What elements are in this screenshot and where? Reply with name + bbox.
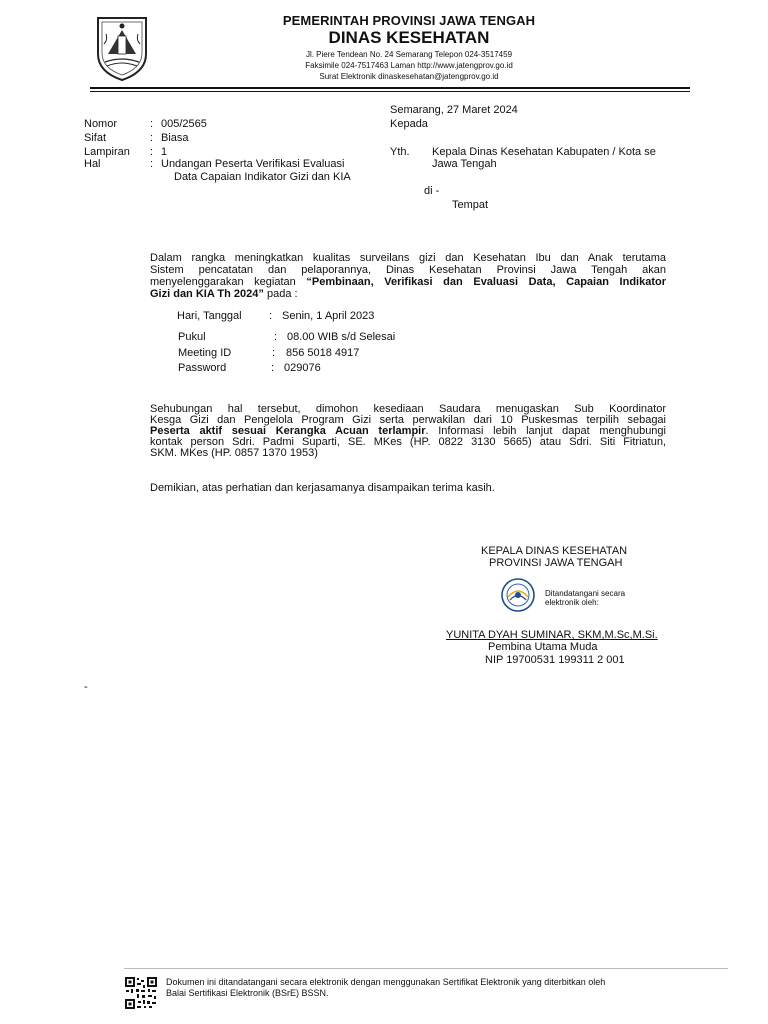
meta-colon: : — [150, 158, 154, 170]
signer-title-2: PROVINSI JAWA TENGAH — [489, 557, 623, 569]
schedule-colon: : — [272, 347, 276, 359]
schedule-value-date: Senin, 1 April 2023 — [282, 310, 375, 322]
meta-value-hal: Undangan Peserta Verifikasi Evaluasi — [161, 158, 345, 170]
para1-line-3-text: menyelenggarakan kegiatan — [150, 276, 307, 288]
e-sign-note-1: Ditandatangani secara — [545, 589, 626, 598]
para2-line-5: SKM. MKes (HP. 0857 1370 1953) — [150, 447, 318, 459]
footer-rule — [124, 968, 728, 969]
schedule-label-meeting-id: Meeting ID — [178, 347, 232, 359]
agency-heading: DINAS KESEHATAN — [328, 28, 490, 47]
para2-line-2: Kesga Gizi dan Pengelola Program Gizi serta perwakilan dari 10 Puskesmas terpilih sebagai — [150, 414, 666, 426]
schedule-value-meeting-id: 856 5018 4917 — [286, 347, 360, 359]
address-line: Jl. Piere Tendean No. 24 Semarang Telepon 024-3517459 — [305, 50, 513, 59]
bsre-seal-icon — [498, 577, 538, 613]
para1-line-4-text: pada : — [263, 288, 298, 300]
schedule-label-time: Pukul — [178, 331, 206, 343]
para1-line-3 — [150, 276, 666, 288]
qr-code-icon — [124, 976, 158, 1010]
signer-nip: NIP 19700531 199311 2 001 — [485, 654, 625, 666]
meta-value-sifat: Biasa — [161, 132, 189, 144]
para1-line-4 — [150, 288, 298, 300]
province-heading: PEMERINTAH PROVINSI JAWA TENGAH — [282, 13, 536, 28]
para1-line-2: Sistem pencatatan dan pelaporannya, Dinas Kesehatan Provinsi Jawa Tengah akan — [150, 264, 666, 276]
footer-line-2: Balai Sertifikasi Elektronik (BSrE) BSSN. — [166, 988, 329, 998]
event-title-part1: “Pembinaan, Verifikasi dan Evaluasi Data, Capaian Indikator — [306, 276, 666, 288]
schedule-value-password: 029076 — [284, 362, 321, 374]
closing-sentence: Demikian, atas perhatian dan kerjasamanya disampaikan terima kasih. — [150, 482, 495, 494]
email-line: Surat Elektronik dinaskesehatan@jatengprov.go.id — [319, 72, 499, 81]
footer-line-1: Dokumen ini ditandatangani secara elektronik dengan menggunakan Sertifikat Elektronik yang diterbitkan oleh — [166, 977, 606, 987]
meta-label-hal: Hal — [84, 158, 101, 170]
letterhead-rule-thin — [90, 91, 690, 92]
di-label: di - — [424, 185, 440, 197]
meta-value-nomor: 005/2565 — [161, 118, 207, 130]
recipient-line-1: Kepala Dinas Kesehatan Kabupaten / Kota se — [432, 146, 656, 158]
kepada-label: Kepada — [390, 118, 428, 130]
e-sign-note-2: elektronik oleh: — [545, 598, 599, 607]
meta-colon: : — [150, 132, 154, 144]
schedule-value-time: 08.00 WIB s/d Selesai — [287, 331, 396, 343]
signer-title-1: KEPALA DINAS KESEHATAN — [481, 545, 628, 557]
schedule-label-date: Hari, Tanggal — [177, 310, 242, 322]
stray-dash: - — [84, 681, 88, 693]
meta-colon: : — [150, 118, 154, 130]
province-crest-logo — [92, 14, 152, 82]
schedule-colon: : — [271, 362, 275, 374]
schedule-label-password: Password — [178, 362, 227, 374]
fax-web-line: Faksimile 024-7517463 Laman http://www.jatengprov.go.id — [305, 61, 513, 70]
para2-line-1: Sehubungan hal tersebut, dimohon kesediaan Saudara menugaskan Sub Koordinator — [150, 403, 666, 415]
letter-date: Semarang, 27 Maret 2024 — [390, 104, 518, 116]
schedule-colon: : — [269, 310, 273, 322]
meta-value-hal-cont: Data Capaian Indikator Gizi dan KIA — [174, 171, 351, 183]
participant-requirement: Peserta aktif sesuai Kerangka Acuan terlampir — [150, 425, 426, 437]
para2-line-4: kontak person Sdri. Padmi Suparti, SE. MKes (HP. 0822 3130 5665) atau Sdri. Siti Fitriatun, — [150, 436, 666, 448]
meta-label-nomor: Nomor — [84, 118, 118, 130]
meta-colon: : — [150, 146, 154, 158]
signer-rank: Pembina Utama Muda — [488, 641, 598, 653]
meta-value-lampiran: 1 — [161, 146, 168, 158]
meta-label-lampiran: Lampiran — [84, 146, 130, 158]
schedule-colon: : — [274, 331, 278, 343]
meta-label-sifat: Sifat — [84, 132, 107, 144]
event-title-part2: Gizi dan KIA Th 2024” — [150, 288, 264, 300]
yth-label: Yth. — [390, 146, 410, 158]
letterhead-rule-thick — [90, 87, 690, 89]
tempat-label: Tempat — [452, 199, 489, 211]
signer-name: YUNITA DYAH SUMINAR, SKM,M.Sc,M.Si. — [446, 629, 658, 641]
para2-line-3-text: . Informasi lebih lanjut dapat menghubungi — [425, 425, 666, 437]
recipient-line-2: Jawa Tengah — [432, 158, 497, 170]
para1-line-1: Dalam rangka meningkatkan kualitas surveilans gizi dan Kesehatan Ibu dan Anak terutama — [150, 252, 666, 264]
